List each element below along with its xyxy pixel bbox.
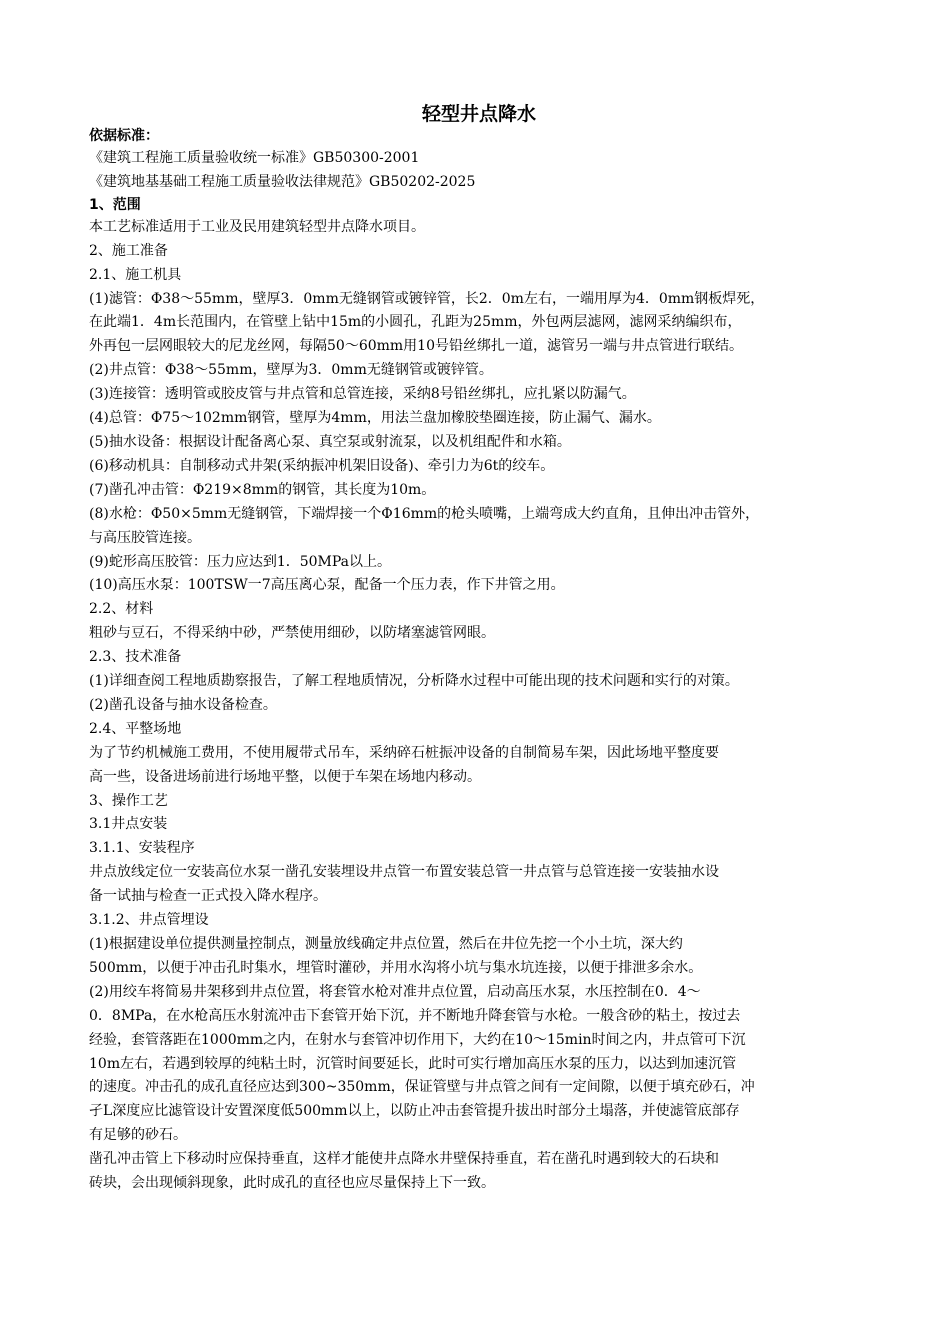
text-line: (1)详细查阅工程地质勘察报告，了解工程地质情况，分析降水过程中可能出现的技术问题和实行的对策。 bbox=[89, 673, 739, 690]
text-line: 为了节约机械施工费用，不使用履带式吊车，采纳碎石桩振冲设备的自制简易车架，因此场地平整度要 bbox=[89, 744, 719, 761]
standards-list bbox=[89, 147, 869, 195]
text-line: 粗砂与豆石，不得采纳中砂，严禁使用细砂，以防堵塞滤管网眼。 bbox=[89, 625, 495, 642]
text-line: 有足够的砂石。 bbox=[89, 1127, 187, 1144]
text-line: (6)移动机具：自制移动式井架(采纳振冲机架旧设备)、牵引力为6t的绞车。 bbox=[89, 457, 555, 474]
text-line: 本工艺标准适用于工业及民用建筑轻型井点降水项目。 bbox=[89, 218, 425, 235]
text-line: 备一试抽与检查一正式投入降水程序。 bbox=[89, 888, 327, 905]
text-line: 外再包一层网眼较大的尼龙丝网，每隔50～60mm用10号铅丝绑扎一道，滤管另一端与井点管进行联结。 bbox=[89, 338, 743, 355]
text-line: (1)根据建设单位提供测量控制点，测量放线确定井点位置，然后在井位先挖一个小土坑，深大约 bbox=[89, 936, 683, 952]
text-line: 3、操作工艺 bbox=[89, 792, 168, 809]
text-line: (5)抽水设备：根据设计配备离心泵、真空泵或射流泵，以及机组配件和水箱。 bbox=[89, 433, 571, 450]
text-line: (1)滤管：Φ38～55mm，壁厚3．0mm无缝钢管或镀锌管，长2．0m左右，一端用厚为4．0mm钢板焊死， bbox=[89, 290, 765, 307]
text-line: 10m左右，若遇到较厚的纯粘土时，沉管时间要延长，此时可实行增加高压水泵的压力，以达到加速沉管 bbox=[89, 1055, 737, 1072]
text-line: 孑L深度应比滤管设计安置深度低500mm以上，以防止冲击套管提升拔出时部分土塌落，并使滤管底部存 bbox=[89, 1103, 740, 1120]
text-line: (2)井点管：Φ38～55mm，壁厚为3．0mm无缝钢管或镀锌管。 bbox=[89, 362, 493, 379]
text-line: 凿孔冲击管上下移动时应保持垂直，这样才能使井点降水井壁保持垂直，若在凿孔时遇到较大的石块和 bbox=[89, 1151, 719, 1168]
text-line: 2.4、平整场地 bbox=[89, 720, 182, 737]
text-line: (2)凿孔设备与抽水设备检查。 bbox=[89, 696, 277, 713]
text-line: 0．8MPa，在水枪高压水射流冲击下套管开始下沉，并不断地升降套管与水枪。一般含砂的粘土，按过去 bbox=[89, 1007, 741, 1024]
text-line: 3.1.1、安装程序 bbox=[89, 840, 195, 857]
text-line: (3)连接管：透明管或胶皮管与井点管和总管连接，采纳8号铅丝绑扎，应扎紧以防漏气。 bbox=[89, 386, 636, 403]
text-line: 在此端1．4m长范围内，在管壁上钻中15m的小圆孔，孔距为25mm，外包两层滤网，滤网采纳编织布， bbox=[89, 314, 742, 331]
text-line: (7)凿孔冲击管：Φ219×8mm的钢管，其长度为10m。 bbox=[89, 481, 436, 498]
text-line: 2.2、材料 bbox=[89, 601, 154, 618]
text-line: 3.1井点安装 bbox=[89, 816, 168, 833]
text-line: (9)蛇形高压胶管：压力应达到1．50MPa以上。 bbox=[89, 553, 392, 570]
text-line: 500mm，以便于冲击孔时集水，埋管时灌砂，并用水沟将小坑与集水坑连接，以便于排泄多余水。 bbox=[89, 959, 703, 976]
text-line: 3.1.2、井点管埋设 bbox=[89, 912, 209, 929]
text-line: 2、施工准备 bbox=[89, 242, 168, 259]
standard-item: 《建筑地基基础工程施工质量验收法律规范》GB50202-2025 bbox=[89, 173, 476, 190]
text-line: (2)用绞车将简易井架移到井点位置，将套管水枪对准井点位置，启动高压水泵，水压控制在0．4～ bbox=[89, 983, 701, 1000]
text-line: (8)水枪：Φ50×5mm无缝钢管，下端焊接一个Φ16mm的枪头喷嘴，上端弯成大约直角，且伸出冲击管外， bbox=[89, 505, 760, 522]
text-line: (10)高压水泵：100TSW一7高压离心泵，配备一个压力表，作下井管之用。 bbox=[89, 577, 565, 594]
standard-item: 《建筑工程施工质量验收统一标准》GB50300-2001 bbox=[89, 150, 420, 166]
basis-heading: 依据标准： bbox=[89, 128, 159, 144]
document-title: 轻型井点降水 bbox=[421, 103, 536, 125]
text-line: 砖块，会出现倾斜现象，此时成孔的直径也应尽量保持上下一致。 bbox=[89, 1175, 495, 1192]
document-page bbox=[89, 100, 869, 1196]
text-line: 井点放线定位一安装高位水泵一凿孔安装埋设井点管一布置安装总管一井点管与总管连接一安装抽水设 bbox=[89, 864, 719, 881]
text-line: (4)总管：Φ75～102mm钢管，壁厚为4mm，用法兰盘加橡胶垫圈连接，防止漏气、漏水。 bbox=[89, 410, 661, 427]
text-line: 经验，套管落距在1000mm之内，在射水与套管冲切作用下，大约在10～15min时间之内，井点管可下沉 bbox=[89, 1031, 746, 1048]
text-line: 与高压胶管连接。 bbox=[89, 529, 201, 546]
text-line: 的速度。冲击孔的成孔直径应达到300~350mm，保证管壁与井点管之间有一定间隙，以便于填充砂石，冲 bbox=[89, 1079, 755, 1096]
section-heading-scope: 1、范围 bbox=[89, 196, 141, 213]
text-line: 2.3、技术准备 bbox=[89, 649, 182, 666]
text-line: 高一些，设备进场前进行场地平整，以便于车架在场地内移动。 bbox=[89, 768, 481, 785]
document-body bbox=[89, 216, 869, 1196]
text-line: 2.1、施工机具 bbox=[89, 266, 182, 283]
